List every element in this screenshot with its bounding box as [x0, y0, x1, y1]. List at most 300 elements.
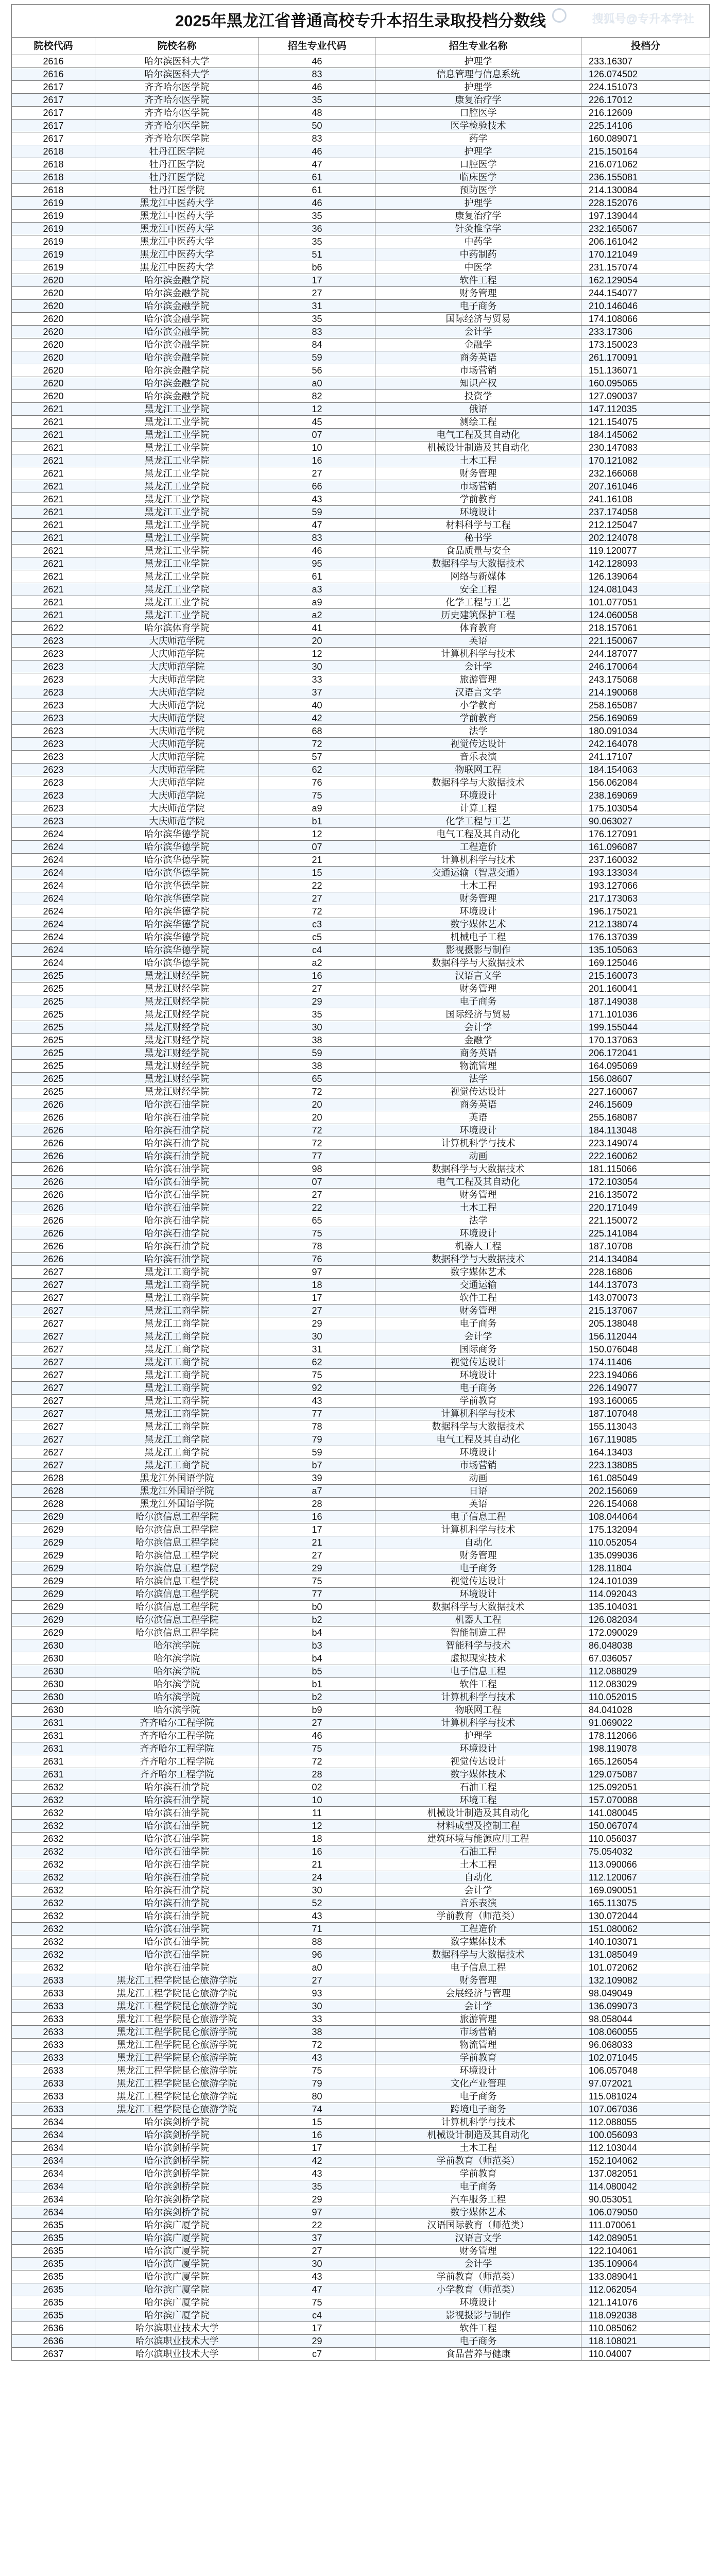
school-code-cell: 2634 — [12, 2206, 95, 2219]
major-code-cell: 37 — [259, 686, 375, 699]
score-cell: 241.16108 — [581, 493, 710, 506]
major-name-cell: 电子商务 — [375, 2335, 581, 2348]
major-code-cell: b7 — [259, 1459, 375, 1472]
major-name-cell: 护理学 — [375, 55, 581, 68]
score-cell: 215.160073 — [581, 970, 710, 982]
major-code-cell: 35 — [259, 235, 375, 248]
major-code-cell: 72 — [259, 1755, 375, 1768]
school-name-cell: 哈尔滨石油学院 — [95, 1936, 259, 1948]
school-name-cell: 黑龙江工业学院 — [95, 506, 259, 519]
major-code-cell: 22 — [259, 2219, 375, 2232]
table-row — [12, 1614, 710, 1626]
school-code-cell: 2616 — [12, 55, 95, 68]
score-cell: 118.092038 — [581, 2309, 710, 2322]
school-code-cell: 2623 — [12, 776, 95, 789]
score-cell: 124.060058 — [581, 609, 710, 622]
score-cell: 114.080042 — [581, 2180, 710, 2193]
school-code-cell: 2636 — [12, 2335, 95, 2348]
major-code-cell: 27 — [259, 1189, 375, 1201]
school-code-cell: 2624 — [12, 854, 95, 867]
school-name-cell: 哈尔滨石油学院 — [95, 1189, 259, 1201]
major-name-cell: 学前教育 — [375, 712, 581, 725]
major-code-cell: 46 — [259, 55, 375, 68]
major-code-cell: b0 — [259, 1601, 375, 1614]
major-code-cell: 31 — [259, 300, 375, 313]
school-code-cell: 2633 — [12, 2103, 95, 2116]
score-cell: 143.070073 — [581, 1292, 710, 1304]
major-name-cell: 会计学 — [375, 1330, 581, 1343]
school-code-cell: 2619 — [12, 261, 95, 274]
major-code-cell: 93 — [259, 1987, 375, 2000]
major-name-cell: 电气工程及其自动化 — [375, 828, 581, 841]
school-code-cell: 2632 — [12, 1833, 95, 1845]
school-name-cell: 齐齐哈尔工程学院 — [95, 1768, 259, 1781]
major-code-cell: 76 — [259, 1253, 375, 1266]
major-code-cell: 77 — [259, 1150, 375, 1163]
school-name-cell: 哈尔滨华德学院 — [95, 892, 259, 905]
school-name-cell: 哈尔滨学院 — [95, 1691, 259, 1704]
school-name-cell: 哈尔滨信息工程学院 — [95, 1575, 259, 1588]
school-name-cell: 黑龙江工业学院 — [95, 583, 259, 596]
school-name-cell: 哈尔滨职业技术大学 — [95, 2348, 259, 2361]
score-cell: 135.104031 — [581, 1601, 710, 1614]
major-code-cell: 35 — [259, 2180, 375, 2193]
score-cell: 90.053051 — [581, 2193, 710, 2206]
school-code-cell: 2635 — [12, 2232, 95, 2245]
major-name-cell: 学前教育（师范类） — [375, 2270, 581, 2283]
major-name-cell: 数字媒体艺术 — [375, 1266, 581, 1279]
score-cell: 114.092043 — [581, 1588, 710, 1601]
score-cell: 196.175021 — [581, 905, 710, 918]
school-name-cell: 哈尔滨石油学院 — [95, 1794, 259, 1807]
table-row — [12, 1717, 710, 1730]
table-row — [12, 1845, 710, 1858]
school-name-cell: 哈尔滨学院 — [95, 1652, 259, 1665]
score-cell: 216.071062 — [581, 158, 710, 171]
score-cell: 205.138048 — [581, 1317, 710, 1330]
major-name-cell: 财务管理 — [375, 2245, 581, 2258]
major-code-cell: 83 — [259, 132, 375, 145]
school-code-cell: 2627 — [12, 1343, 95, 1356]
major-name-cell: 音乐表演 — [375, 751, 581, 764]
table-row — [12, 261, 710, 274]
school-name-cell: 哈尔滨石油学院 — [95, 1781, 259, 1794]
major-code-cell: 75 — [259, 1227, 375, 1240]
school-name-cell: 黑龙江工商学院 — [95, 1420, 259, 1433]
major-name-cell: 商务英语 — [375, 1047, 581, 1060]
major-code-cell: 29 — [259, 2335, 375, 2348]
major-name-cell: 环境工程 — [375, 1794, 581, 1807]
major-code-cell: b2 — [259, 1691, 375, 1704]
score-cell: 214.190068 — [581, 686, 710, 699]
major-code-cell: 35 — [259, 1008, 375, 1021]
score-cell: 212.138074 — [581, 918, 710, 931]
table-row — [12, 184, 710, 197]
major-name-cell: 小学教育 — [375, 699, 581, 712]
school-code-cell: 2625 — [12, 970, 95, 982]
school-code-cell: 2620 — [12, 338, 95, 351]
major-code-cell: 22 — [259, 1201, 375, 1214]
major-name-cell: 数据科学与大数据技术 — [375, 776, 581, 789]
school-code-cell: 2621 — [12, 429, 95, 442]
school-name-cell: 哈尔滨信息工程学院 — [95, 1511, 259, 1523]
table-row — [12, 545, 710, 557]
school-code-cell: 2632 — [12, 1807, 95, 1820]
school-name-cell: 黑龙江工商学院 — [95, 1459, 259, 1472]
table-row — [12, 725, 710, 738]
score-cell: 97.072021 — [581, 2077, 710, 2090]
score-cell: 128.11804 — [581, 1562, 710, 1575]
school-code-cell: 2621 — [12, 596, 95, 609]
major-code-cell: 12 — [259, 648, 375, 660]
table-row — [12, 1008, 710, 1021]
school-name-cell: 哈尔滨广厦学院 — [95, 2270, 259, 2283]
school-name-cell: 黑龙江中医药大学 — [95, 223, 259, 235]
major-name-cell: 环境设计 — [375, 1369, 581, 1382]
school-code-cell: 2632 — [12, 1820, 95, 1833]
table-row — [12, 2167, 710, 2180]
major-name-cell: 学前教育 — [375, 1395, 581, 1408]
score-cell: 224.151073 — [581, 81, 710, 94]
school-code-cell: 2623 — [12, 673, 95, 686]
school-code-cell: 2620 — [12, 377, 95, 390]
major-code-cell: b1 — [259, 815, 375, 828]
score-cell: 170.137063 — [581, 1034, 710, 1047]
table-row — [12, 248, 710, 261]
score-cell: 133.089041 — [581, 2270, 710, 2283]
score-cell: 160.095065 — [581, 377, 710, 390]
school-code-cell: 2632 — [12, 1845, 95, 1858]
school-code-cell: 2621 — [12, 403, 95, 416]
school-name-cell: 黑龙江外国语学院 — [95, 1498, 259, 1511]
major-name-cell: 软件工程 — [375, 2322, 581, 2335]
score-cell: 161.085049 — [581, 1472, 710, 1485]
school-name-cell: 黑龙江工业学院 — [95, 609, 259, 622]
score-cell: 214.130084 — [581, 184, 710, 197]
major-code-cell: 84 — [259, 338, 375, 351]
school-code-cell: 2633 — [12, 2026, 95, 2039]
school-name-cell: 黑龙江工商学院 — [95, 1304, 259, 1317]
major-code-cell: 71 — [259, 1923, 375, 1936]
school-name-cell: 黑龙江工程学院昆仑旅游学院 — [95, 2052, 259, 2064]
major-code-cell: 75 — [259, 1369, 375, 1382]
school-name-cell: 黑龙江工程学院昆仑旅游学院 — [95, 2064, 259, 2077]
score-cell: 201.160041 — [581, 982, 710, 995]
score-cell: 220.171049 — [581, 1201, 710, 1214]
major-code-cell: 46 — [259, 145, 375, 158]
major-code-cell: 59 — [259, 1446, 375, 1459]
major-code-cell: 40 — [259, 699, 375, 712]
score-cell: 206.172041 — [581, 1047, 710, 1060]
score-cell: 199.155044 — [581, 1021, 710, 1034]
school-name-cell: 大庆师范学院 — [95, 815, 259, 828]
major-code-cell: 78 — [259, 1420, 375, 1433]
school-code-cell: 2633 — [12, 2000, 95, 2013]
school-code-cell: 2631 — [12, 1717, 95, 1730]
major-name-cell: 电子信息工程 — [375, 1665, 581, 1678]
school-code-cell: 2623 — [12, 738, 95, 751]
table-row — [12, 107, 710, 120]
major-code-cell: 10 — [259, 442, 375, 454]
column-header-school-name: 院校名称 — [95, 38, 259, 55]
table-row — [12, 377, 710, 390]
major-code-cell: 30 — [259, 660, 375, 673]
table-row — [12, 1511, 710, 1523]
major-name-cell: 金融学 — [375, 338, 581, 351]
score-cell: 101.077051 — [581, 596, 710, 609]
column-header-major-code: 招生专业代码 — [259, 38, 375, 55]
major-code-cell: 15 — [259, 2116, 375, 2129]
major-name-cell: 俄语 — [375, 403, 581, 416]
school-code-cell: 2624 — [12, 892, 95, 905]
major-code-cell: 59 — [259, 506, 375, 519]
major-name-cell: 财务管理 — [375, 1974, 581, 1987]
major-name-cell: 交通运输（智慧交通） — [375, 867, 581, 879]
school-code-cell: 2631 — [12, 1755, 95, 1768]
major-code-cell: 43 — [259, 2270, 375, 2283]
major-code-cell: 74 — [259, 2103, 375, 2116]
major-code-cell: 72 — [259, 2039, 375, 2052]
school-name-cell: 黑龙江财经学院 — [95, 1073, 259, 1086]
school-name-cell: 大庆师范学院 — [95, 789, 259, 802]
table-row — [12, 1794, 710, 1807]
score-cell: 152.104062 — [581, 2155, 710, 2167]
school-name-cell: 哈尔滨剑桥学院 — [95, 2193, 259, 2206]
major-name-cell: 计算机科学与技术 — [375, 1717, 581, 1730]
school-code-cell: 2621 — [12, 583, 95, 596]
score-cell: 110.056037 — [581, 1833, 710, 1845]
school-name-cell: 哈尔滨石油学院 — [95, 1240, 259, 1253]
school-code-cell: 2630 — [12, 1652, 95, 1665]
school-name-cell: 齐齐哈尔工程学院 — [95, 1730, 259, 1742]
table-row — [12, 532, 710, 545]
school-name-cell: 大庆师范学院 — [95, 764, 259, 776]
school-name-cell: 牡丹江医学院 — [95, 145, 259, 158]
table-row — [12, 583, 710, 596]
major-name-cell: 物流管理 — [375, 1060, 581, 1073]
score-cell: 147.112035 — [581, 403, 710, 416]
score-table — [11, 37, 710, 2361]
table-row — [12, 2258, 710, 2270]
table-row — [12, 235, 710, 248]
score-cell: 135.099036 — [581, 1549, 710, 1562]
school-name-cell: 黑龙江工商学院 — [95, 1369, 259, 1382]
school-code-cell: 2627 — [12, 1459, 95, 1472]
school-code-cell: 2632 — [12, 1923, 95, 1936]
major-code-cell: 61 — [259, 171, 375, 184]
school-code-cell: 2623 — [12, 699, 95, 712]
school-name-cell: 哈尔滨石油学院 — [95, 1897, 259, 1910]
school-name-cell: 哈尔滨金融学院 — [95, 377, 259, 390]
major-name-cell: 财务管理 — [375, 287, 581, 300]
major-code-cell: 83 — [259, 532, 375, 545]
table-row — [12, 506, 710, 519]
major-name-cell: 市场营销 — [375, 480, 581, 493]
major-name-cell: 环境设计 — [375, 1227, 581, 1240]
score-cell: 151.080062 — [581, 1923, 710, 1936]
score-cell: 119.120077 — [581, 545, 710, 557]
table-row — [12, 1472, 710, 1485]
school-name-cell: 哈尔滨剑桥学院 — [95, 2116, 259, 2129]
school-name-cell: 哈尔滨信息工程学院 — [95, 1601, 259, 1614]
school-name-cell: 哈尔滨信息工程学院 — [95, 1614, 259, 1626]
major-name-cell: 财务管理 — [375, 1189, 581, 1201]
score-cell: 135.105063 — [581, 944, 710, 957]
school-code-cell: 2624 — [12, 931, 95, 944]
school-code-cell: 2630 — [12, 1665, 95, 1678]
major-name-cell: 视觉传达设计 — [375, 1575, 581, 1588]
table-row — [12, 1369, 710, 1382]
major-name-cell: 石油工程 — [375, 1781, 581, 1794]
major-name-cell: 旅游管理 — [375, 673, 581, 686]
table-row — [12, 1639, 710, 1652]
table-row — [12, 210, 710, 223]
column-header-score: 投档分 — [581, 38, 710, 55]
major-name-cell: 口腔医学 — [375, 107, 581, 120]
school-code-cell: 2626 — [12, 1227, 95, 1240]
major-code-cell: b5 — [259, 1665, 375, 1678]
school-code-cell: 2619 — [12, 197, 95, 210]
table-row — [12, 1897, 710, 1910]
score-cell: 156.08607 — [581, 1073, 710, 1086]
major-name-cell: 知识产权 — [375, 377, 581, 390]
major-name-cell: 学前教育 — [375, 2052, 581, 2064]
school-code-cell: 2624 — [12, 944, 95, 957]
school-name-cell: 哈尔滨石油学院 — [95, 1807, 259, 1820]
major-code-cell: b4 — [259, 1626, 375, 1639]
table-row — [12, 1549, 710, 1562]
major-name-cell: 康复治疗学 — [375, 210, 581, 223]
school-code-cell: 2620 — [12, 274, 95, 287]
major-code-cell: a2 — [259, 609, 375, 622]
major-code-cell: 27 — [259, 1974, 375, 1987]
major-code-cell: 35 — [259, 313, 375, 326]
major-name-cell: 软件工程 — [375, 274, 581, 287]
score-cell: 156.112044 — [581, 1330, 710, 1343]
table-row — [12, 2000, 710, 2013]
score-cell: 157.070088 — [581, 1794, 710, 1807]
score-cell: 144.137073 — [581, 1279, 710, 1292]
major-code-cell: 17 — [259, 1292, 375, 1304]
score-cell: 187.107048 — [581, 1408, 710, 1420]
school-name-cell: 黑龙江财经学院 — [95, 1047, 259, 1060]
major-name-cell: 数据科学与大数据技术 — [375, 1948, 581, 1961]
school-code-cell: 2623 — [12, 789, 95, 802]
major-name-cell: 会计学 — [375, 326, 581, 338]
major-code-cell: 38 — [259, 2026, 375, 2039]
school-code-cell: 2627 — [12, 1395, 95, 1408]
school-name-cell: 大庆师范学院 — [95, 751, 259, 764]
school-code-cell: 2634 — [12, 2167, 95, 2180]
score-cell: 216.12609 — [581, 107, 710, 120]
score-cell: 137.082051 — [581, 2167, 710, 2180]
score-cell: 238.169069 — [581, 789, 710, 802]
table-row — [12, 2283, 710, 2296]
school-name-cell: 黑龙江工业学院 — [95, 416, 259, 429]
score-cell: 111.070061 — [581, 2219, 710, 2232]
score-cell: 207.161046 — [581, 480, 710, 493]
school-code-cell: 2634 — [12, 2116, 95, 2129]
school-name-cell: 哈尔滨石油学院 — [95, 1111, 259, 1124]
score-cell: 175.103054 — [581, 802, 710, 815]
major-code-cell: 68 — [259, 725, 375, 738]
table-row — [12, 1047, 710, 1060]
major-code-cell: 77 — [259, 1408, 375, 1420]
major-name-cell: 网络与新媒体 — [375, 570, 581, 583]
table-row — [12, 351, 710, 364]
school-code-cell: 2620 — [12, 313, 95, 326]
major-code-cell: a3 — [259, 583, 375, 596]
school-code-cell: 2636 — [12, 2322, 95, 2335]
table-row — [12, 1652, 710, 1665]
major-name-cell: 化学工程与工艺 — [375, 815, 581, 828]
major-code-cell: 30 — [259, 1021, 375, 1034]
major-code-cell: 47 — [259, 519, 375, 532]
school-code-cell: 2632 — [12, 1781, 95, 1794]
school-code-cell: 2635 — [12, 2270, 95, 2283]
major-code-cell: 51 — [259, 248, 375, 261]
table-row — [12, 944, 710, 957]
table-row — [12, 1742, 710, 1755]
school-code-cell: 2618 — [12, 184, 95, 197]
table-row — [12, 1021, 710, 1034]
school-name-cell: 齐齐哈尔工程学院 — [95, 1755, 259, 1768]
score-cell: 142.089051 — [581, 2232, 710, 2245]
major-code-cell: 27 — [259, 2245, 375, 2258]
major-code-cell: 35 — [259, 210, 375, 223]
table-row — [12, 2077, 710, 2090]
school-name-cell: 黑龙江工业学院 — [95, 519, 259, 532]
major-name-cell: 文化产业管理 — [375, 2077, 581, 2090]
major-code-cell: c4 — [259, 2309, 375, 2322]
table-row — [12, 416, 710, 429]
table-row — [12, 158, 710, 171]
score-cell: 75.054032 — [581, 1845, 710, 1858]
table-row — [12, 429, 710, 442]
school-code-cell: 2617 — [12, 107, 95, 120]
score-cell: 84.041028 — [581, 1704, 710, 1717]
score-cell: 223.138085 — [581, 1459, 710, 1472]
major-name-cell: 汉语言文学 — [375, 2232, 581, 2245]
major-code-cell: 48 — [259, 107, 375, 120]
major-name-cell: 学前教育 — [375, 2167, 581, 2180]
major-code-cell: 39 — [259, 1472, 375, 1485]
major-name-cell: 市场营销 — [375, 1459, 581, 1472]
school-name-cell: 哈尔滨广厦学院 — [95, 2245, 259, 2258]
major-name-cell: 预防医学 — [375, 184, 581, 197]
major-name-cell: 国际经济与贸易 — [375, 1008, 581, 1021]
major-name-cell: 计算机科学与技术 — [375, 854, 581, 867]
school-name-cell: 哈尔滨广厦学院 — [95, 2309, 259, 2322]
table-row — [12, 1201, 710, 1214]
table-row — [12, 2103, 710, 2116]
school-name-cell: 黑龙江工商学院 — [95, 1395, 259, 1408]
table-header-row — [12, 38, 710, 55]
major-name-cell: 汉语言文学 — [375, 970, 581, 982]
school-name-cell: 哈尔滨石油学院 — [95, 1820, 259, 1833]
major-name-cell: 护理学 — [375, 197, 581, 210]
school-name-cell: 黑龙江中医药大学 — [95, 235, 259, 248]
major-name-cell: 电子信息工程 — [375, 1961, 581, 1974]
school-name-cell: 黑龙江工业学院 — [95, 480, 259, 493]
table-row — [12, 764, 710, 776]
school-code-cell: 2626 — [12, 1150, 95, 1163]
major-name-cell: 旅游管理 — [375, 2013, 581, 2026]
major-code-cell: 18 — [259, 1833, 375, 1845]
school-code-cell: 2621 — [12, 493, 95, 506]
school-code-cell: 2632 — [12, 1948, 95, 1961]
school-name-cell: 哈尔滨金融学院 — [95, 351, 259, 364]
